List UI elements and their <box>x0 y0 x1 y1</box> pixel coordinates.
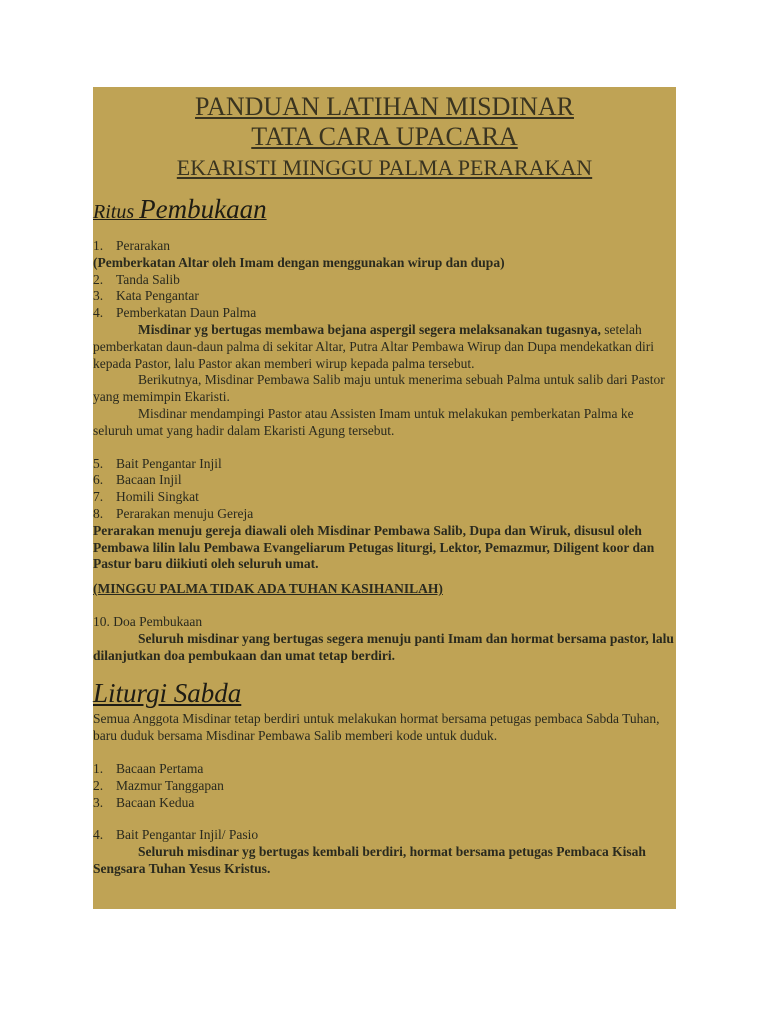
list-item: 7. Homili Singkat <box>93 489 199 505</box>
list-item-4: 4. Bait Pengantar Injil/ Pasio <box>93 827 259 843</box>
document-page <box>93 87 676 909</box>
paragraph-liturgi-intro: Semua Anggota Misdinar tetap berdiri untuk melakukan hormat bersama petugas pembaca Sabda Tuhan, baru duduk bersama Misdinar Pembawa Salib memberi kode untuk duduk. <box>93 711 660 744</box>
paragraph-pasio: Seluruh misdinar yg bertugas kembali berdiri, hormat bersama petugas Pembaca Kisah Sengsara Tuhan Yesus Kristus. <box>93 844 646 876</box>
section-heading-small: Ritus <box>93 201 140 223</box>
list-item: 2. Mazmur Tanggapan <box>93 777 224 793</box>
paragraph-doa-pembukaan: Seluruh misdinar yang bertugas segera menuju panti Imam dan hormat bersama pastor, lalu dilanjutkan doa pembukaan dan umat tetap berdiri. <box>93 630 674 663</box>
list-item: 3. Kata Pengantar <box>93 288 199 304</box>
list-item: 2. Tanda Salib <box>93 271 180 287</box>
paragraph-aspergil: Misdinar yg bertugas membawa bejana aspergil segera melaksanakan tugasnya, setelah pemberkatan daun-daun palma di sekitar Altar, Putra Altar Pembawa Wirup dan Dupa mendekatkan diri kepada Pastor, lalu Pastor akan memberi wirup kepada palma tersebut. <box>93 321 654 371</box>
list-group-b <box>93 272 676 322</box>
doc-title-line1: PANDUAN LATIHAN MISDINAR <box>195 92 574 121</box>
note-pemberkatan: (Pemberkatan Altar oleh Imam dengan menggunakan wirup dan dupa) <box>93 254 505 270</box>
list-group-c <box>93 456 676 523</box>
list-item: 8. Perarakan menuju Gereja <box>93 505 254 521</box>
list-item: 1. Bacaan Pertama <box>93 760 204 776</box>
list-item: 1. Perarakan <box>93 238 170 253</box>
section-heading-ritus-pembukaan <box>93 194 676 225</box>
section-heading-liturgi-sabda: Liturgi Sabda <box>93 678 242 709</box>
doc-title-line3: EKARISTI MINGGU PALMA PERARAKAN <box>176 155 593 180</box>
list-item: 4. Pemberkatan Daun Palma <box>93 305 257 321</box>
list-group-liturgi <box>93 761 676 811</box>
paragraph-perarakan: Perarakan menuju gereja diawali oleh Misdinar Pembawa Salib, Dupa dan Wiruk, disusul oleh Pembawa lilin lalu Pembawa Evangeliarum Petugas liturgi, Lektor, Pemazmur, Diligent koor dan Pastur baru diikiuti oleh seluruh umat. <box>93 522 655 572</box>
note-minggu-palma: (MINGGU PALMA TIDAK ADA TUHAN KASIHANILAH) <box>93 581 443 597</box>
list-item: 5. Bait Pengantar Injil <box>93 455 222 471</box>
list-item: 3. Bacaan Kedua <box>93 794 195 810</box>
doc-title-line2: TATA CARA UPACARA <box>251 122 518 151</box>
paragraph-berikutnya: Berikutnya, Misdinar Pembawa Salib maju untuk menerima sebuah Palma untuk salib dari Pastor yang memimpin Ekaristi. <box>93 372 665 405</box>
list-group-a <box>93 238 676 255</box>
list-item: 6. Bacaan Injil <box>93 472 182 488</box>
section-heading-big: Pembukaan <box>139 194 267 224</box>
paragraph-mendampingi: Misdinar mendampingi Pastor atau Assisten Imam untuk melakukan pemberkatan Palma ke seluruh umat yang hadir dalam Ekaristi Agung tersebut. <box>93 405 634 438</box>
list-item-10: 10. Doa Pembukaan <box>93 613 203 629</box>
